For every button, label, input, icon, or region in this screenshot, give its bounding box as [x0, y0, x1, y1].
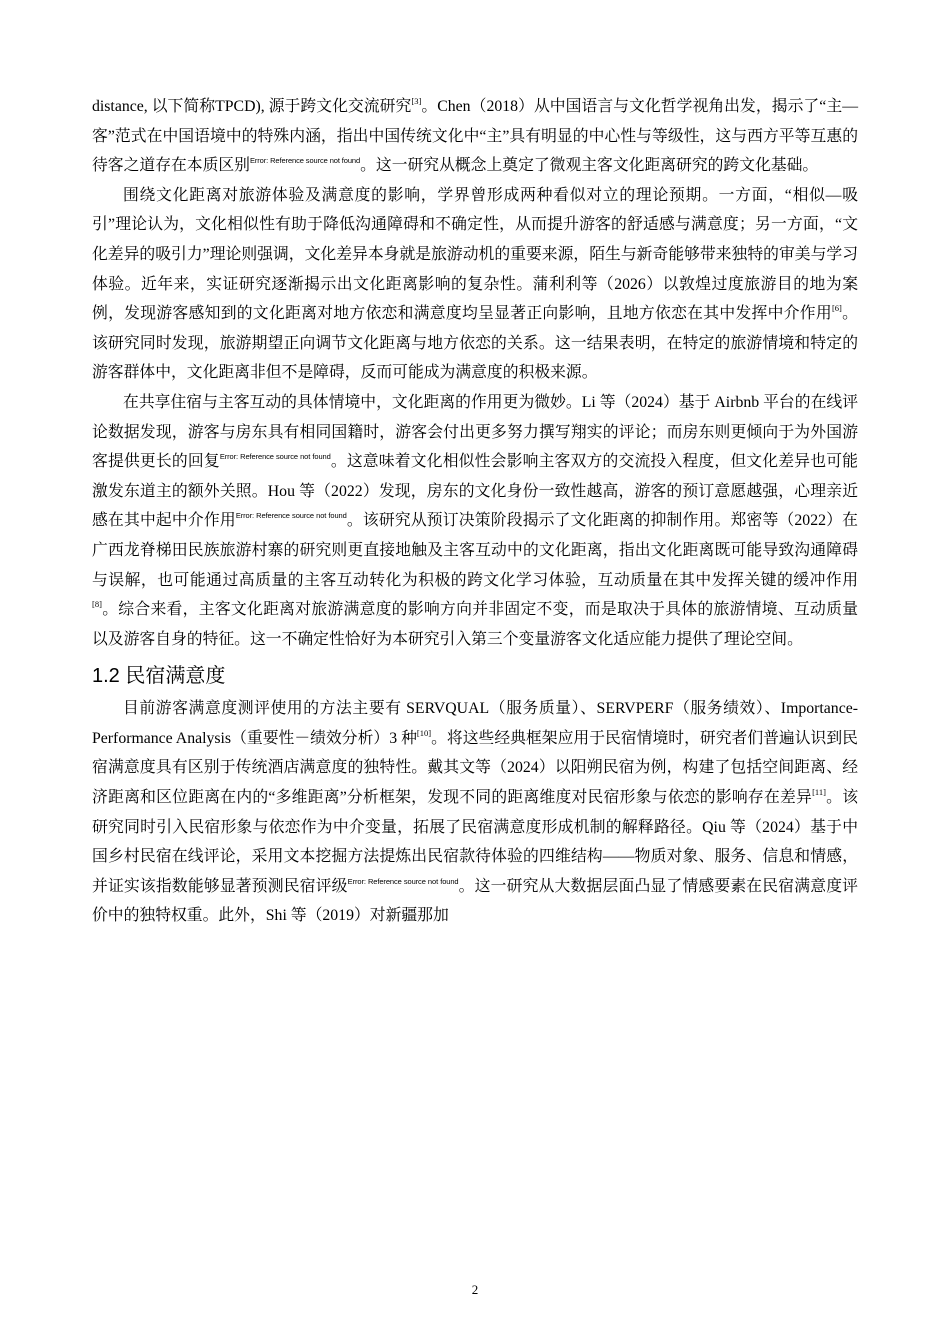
text-run: 。该研究同时引入民宿形象与依恋作为中介变量，拓展了民宿满意度形成机制的解释路径。Qiu 等（2024）基于中国乡村民宿在线评论，采用文本挖掘方法提炼出民宿款待体验的四维结构——物质对象、服务、信息和情感，并证实该指数能够显著预测民宿评级 — [92, 789, 858, 895]
paragraph-2 — [92, 181, 858, 388]
paragraph-4 — [92, 694, 858, 931]
paragraph-1 — [92, 92, 858, 181]
citation: [8] — [92, 599, 102, 610]
citation: [6] — [831, 303, 842, 314]
text-run: 。该研究同时发现，旅游期望正向调节文化距离与地方依恋的关系。这一结果表明，在特定的旅游情境和特定的游客群体中，文化距离非但不是障碍，反而可能成为满意度的积极来源。 — [92, 305, 858, 382]
citation: [3] — [411, 96, 422, 106]
text-run: 围绕文化距离对旅游体验及满意度的影响，学界曾形成两种看似对立的理论预期。一方面，“相似—吸引”理论认为，文化相似性有助于降低沟通障碍和不确定性，从而提升游客的舒适感与满意度；另一方面，“文化差异的吸引力”理论则强调，文化差异本身就是旅游动机的重要来源，陌生与新奇能够带来独特的审美与学习体验。近年来，实证研究逐渐揭示出文化距离影响的复杂性。蒲利利等（2026）以敦煌过度旅游目的地为案例，发现游客感知到的文化距离对地方依恋和满意度均呈显著正向影响，且地方依恋在其中发挥中介作用 — [92, 186, 858, 323]
text-run: 。Chen（2018）从中国语言与文化哲学视角出发，揭示了“主—客”范式在中国语境中的特殊内涵，指出中国传统文化中“主”具有明显的中心性与等级性，这与西方平等互惠的待客之道存在本质区别 — [92, 98, 858, 175]
section-heading: 1.2 民宿满意度 — [92, 665, 226, 688]
citation: [10] — [416, 727, 432, 738]
reference-error: Error: Reference source not found — [235, 511, 347, 521]
reference-error: Error: Reference source not found — [219, 452, 331, 462]
text-run: 。这一研究从大数据层面凸显了情感要素在民宿满意度评价中的独特权重。此外，Shi 等（2019）对新疆那加 — [92, 877, 858, 925]
text-run: 。该研究从预订决策阶段揭示了文化距离的抑制作用。郑密等（2022）在广西龙脊梯田民族旅游村寨的研究则更直接地触及主客互动中的文化距离，指出文化距离既可能导致沟通障碍与误解，也可能通过高质量的主客互动转化为积极的跨文化学习体验，互动质量在其中发挥关键的缓冲作用 — [92, 512, 858, 589]
reference-error: Error: Reference source not found — [347, 876, 459, 886]
reference-error: Error: Reference source not found — [249, 156, 361, 166]
text-run: 。将这些经典框架应用于民宿情境时，研究者们普遍认识到民宿满意度具有区别于传统酒店满意度的独特性。戴其文等（2024）以阳朔民宿为例，构建了包括空间距离、经济距离和区位距离在内的“多维距离”分析框架，发现不同的距离维度对民宿形象与依恋的影响存在差异 — [92, 729, 858, 807]
text-run: 。这意味着文化相似性会影响主客双方的交流投入程度，但文化差异也可能激发东道主的额外关照。Hou 等（2022）发现，房东的文化身份一致性越高，游客的预订意愿越强，心理亲近感在其中起中介作用 — [92, 453, 858, 530]
text-run: 。这一研究从概念上奠定了微观主客文化距离研究的跨文化基础。 — [360, 157, 819, 175]
text-run: distance, 以下简称TPCD), 源于跨文化交流研究 — [92, 98, 412, 115]
text-run: 目前游客满意度测评使用的方法主要有 SERVQUAL（服务质量）、SERVPERF（服务绩效）、Importance-Performance Analysis（重要性－绩效分析）3 种 — [92, 700, 858, 747]
page-number: 2 — [471, 1282, 479, 1297]
citation: [11] — [812, 787, 826, 798]
text-run: 在共享住宿与主客互动的具体情境中，文化距离的作用更为微妙。Li 等（2024）基于 Airbnb 平台的在线评论数据发现，游客与房东具有相同国籍时，游客会付出更多努力撰写翔实的评论；而房东则更倾向于为外国游客提供更长的回复 — [92, 393, 858, 471]
text-run: 。综合来看，主客文化距离对旅游满意度的影响方向并非固定不变，而是取决于具体的旅游情境、互动质量以及游客自身的特征。这一不确定性恰好为本研究引入第三个变量游客文化适应能力提供了理论空间。 — [92, 601, 858, 648]
body-text — [92, 92, 858, 931]
paragraph-3 — [92, 388, 858, 654]
